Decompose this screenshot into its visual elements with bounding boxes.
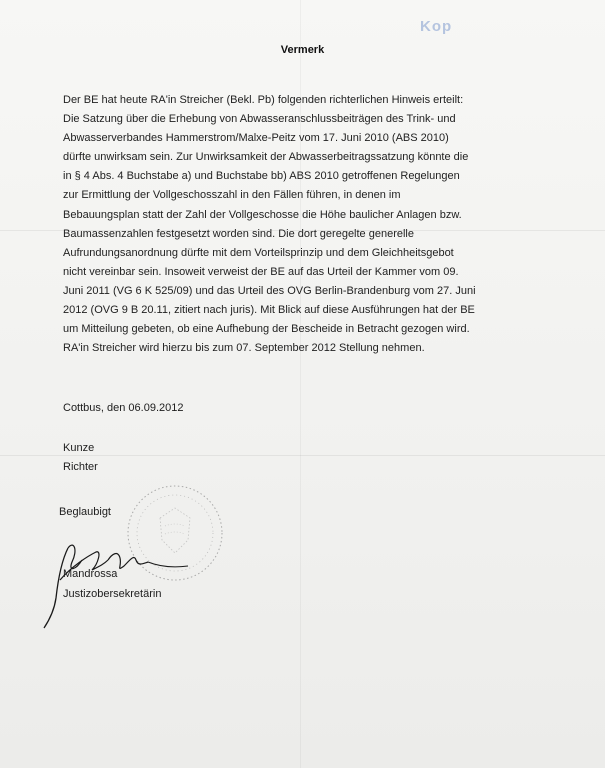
body-line: dürfte unwirksam sein. Zur Unwirksamkeit der Abwasserbeitragssatzung könnte die — [63, 151, 469, 164]
body-line: Aufrundungsanordnung dürfte mit dem Vorteilsprinzip und dem Gleichheitsgebot — [63, 246, 454, 259]
document-body — [63, 91, 533, 358]
clerk-role: Justizobersekretärin — [63, 588, 162, 600]
body-line: Juni 2011 (VG 6 K 525/09) und das Urteil des OVG Berlin-Brandenburg vom 27. Juni — [63, 284, 476, 297]
copy-stamp: Kop — [420, 18, 453, 35]
body-line: Bebauungsplan statt der Zahl der Vollgeschosse die Höhe baulicher Anlagen bzw. — [63, 208, 462, 221]
body-line: zur Ermittlung der Vollgeschosszahl in den Fällen führen, in denen im — [63, 189, 401, 202]
body-line: RA'in Streicher wird hierzu bis zum 07. September 2012 Stellung nehmen. — [63, 342, 425, 355]
place-date: Cottbus, den 06.09.2012 — [63, 402, 184, 414]
body-line: in § 4 Abs. 4 Buchstabe a) und Buchstabe bb) ABS 2010 getroffenen Regelungen — [63, 170, 460, 183]
judge-name: Kunze — [63, 442, 95, 454]
paper-crease — [0, 455, 605, 456]
body-line: Die Satzung über die Erhebung von Abwasseranschlussbeiträgen des Trink- und — [63, 113, 456, 126]
document-title: Vermerk — [280, 44, 325, 56]
body-line: Abwasserverbandes Hammerstrom/Malxe-Peitz vom 17. Juni 2010 (ABS 2010) — [63, 132, 449, 145]
judge-role: Richter — [63, 461, 98, 473]
body-line: nicht vereinbar sein. Insoweit verweist der BE auf das Urteil der Kammer vom 09. — [63, 265, 459, 278]
certified-label: Beglaubigt — [59, 506, 111, 518]
clerk-name: Mandrossa — [63, 568, 118, 580]
body-line: Baumassenzahlen festgesetzt worden sind. Die dort geregelte generelle — [63, 227, 414, 240]
body-line: 2012 (OVG 9 B 20.11, zitiert nach juris). Mit Blick auf diese Ausführungen hat der BE — [63, 304, 475, 317]
body-line: um Mitteilung gebeten, ob eine Aufhebung der Bescheide in Betracht gezogen wird. — [63, 323, 470, 336]
body-line: Der BE hat heute RA'in Streicher (Bekl. Pb) folgenden richterlichen Hinweis erteilt: — [63, 94, 464, 106]
